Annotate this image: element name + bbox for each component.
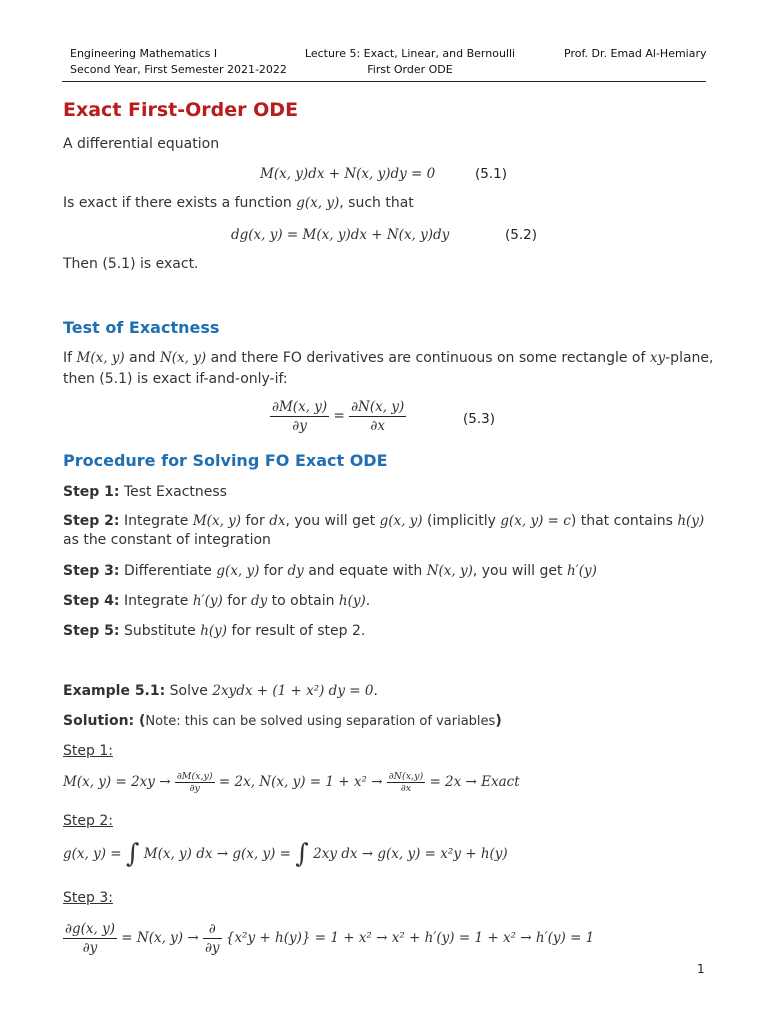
test-w3: and there FO derivatives are continuous on some rectangle of	[206, 350, 650, 366]
eq53-left-num: ∂M(x, y)	[272, 399, 328, 415]
step-2-label: Step 2:	[63, 513, 120, 529]
s2m-a: g(x, y) =	[63, 846, 122, 862]
header-lecture-line2: First Order ODE	[367, 63, 453, 76]
step-2-line2: as the constant of integration	[63, 532, 271, 548]
page-title: Exact First-Order ODE	[63, 99, 299, 121]
s3m-b: {x²y + h(y)} = 1 + x² → x² + h′(y) = 1 + x² → h′(y) = 1	[225, 930, 595, 946]
procedure-heading: Procedure for Solving FO Exact ODE	[63, 451, 388, 470]
equation-5-3-number: (5.3)	[463, 411, 496, 427]
equation-5-2: dg(x, y) = M(x, y)dx + N(x, y)dy	[231, 227, 450, 243]
s1-f2d: ∂x	[400, 783, 412, 794]
s5h: h(y)	[200, 623, 228, 639]
s3-f2n: ∂	[203, 920, 222, 939]
s2h: h(y)	[677, 513, 705, 529]
s3-f1d: ∂y	[82, 940, 98, 956]
then-text: Then (5.1) is exact.	[63, 256, 199, 272]
example-5-1	[63, 682, 378, 701]
step-4	[63, 592, 370, 611]
intro-text: A differential equation	[63, 136, 220, 152]
step-1-label: Step 1:	[63, 484, 120, 500]
eq53-equals: =	[333, 408, 345, 424]
header-course-title: Engineering Mathematics I	[70, 47, 218, 60]
solution-step-2-math	[63, 839, 508, 869]
s3m-a: = N(x, y) →	[121, 930, 199, 946]
s2m: M(x, y)	[192, 513, 242, 529]
integral-sign-2: ∫	[295, 839, 309, 869]
s3d: , you will get	[472, 563, 567, 579]
s2a: Integrate	[119, 513, 193, 529]
test-m: M(x, y)	[76, 350, 125, 366]
s2c: , you will get	[285, 513, 380, 529]
s1-c: = 2x → Exact	[429, 774, 520, 790]
s3dy: dy	[287, 563, 304, 579]
example-equation: 2xydx + (1 + x²) dy = 0	[212, 683, 374, 699]
s3g: g(x, y)	[216, 563, 260, 579]
s1-f1d: ∂y	[189, 783, 200, 794]
example-a: Solve	[165, 683, 213, 699]
test-w4: -plane,	[665, 350, 714, 366]
solution-note: Note: this can be solved using separation of variables	[145, 714, 496, 729]
s1-b: = 2x, N(x, y) = 1 + x² →	[218, 774, 383, 790]
solution-close: )	[495, 713, 502, 729]
s4h: h(y)	[338, 593, 366, 609]
solution-label: Solution: (	[63, 713, 146, 729]
step-3-label: Step 3:	[63, 563, 120, 579]
step-3	[63, 562, 597, 581]
s2b: for	[241, 513, 270, 529]
s3n: N(x, y)	[426, 563, 473, 579]
s3hp: h′(y)	[566, 563, 597, 579]
s1-f2n: ∂N(x,y)	[388, 771, 424, 782]
eq53-right-fraction	[349, 398, 406, 435]
step-1-text: Test Exactness	[119, 484, 227, 500]
step-5	[63, 622, 365, 641]
s1-f1n: ∂M(x,y)	[176, 771, 213, 782]
s3-f1n: ∂g(x, y)	[65, 921, 115, 937]
s1-frac1	[175, 771, 215, 794]
eq53-right-num: ∂N(x, y)	[351, 399, 405, 415]
exact-if-post: , such that	[339, 195, 414, 211]
s2d: (implicitly	[422, 513, 501, 529]
s3-frac1	[63, 920, 117, 957]
solution-step-2-label: Step 2:	[63, 813, 113, 829]
s5a: Substitute	[119, 623, 201, 639]
s4a: Integrate	[119, 593, 193, 609]
example-b: .	[373, 683, 378, 699]
integral-sign-1: ∫	[125, 839, 140, 869]
equation-5-1-number: (5.1)	[475, 166, 508, 182]
exact-if-func: g(x, y)	[296, 195, 340, 211]
solution-step-3-math	[63, 920, 594, 957]
step-5-label: Step 5:	[63, 623, 120, 639]
s5b: for result of step 2.	[227, 623, 366, 639]
eq53-left-fraction	[270, 398, 329, 435]
s2g: g(x, y)	[379, 513, 423, 529]
step-1	[63, 483, 227, 502]
s4dy: dy	[250, 593, 268, 609]
s1-a: M(x, y) = 2xy →	[63, 774, 171, 790]
step-2	[63, 512, 704, 531]
test-n: N(x, y)	[159, 350, 207, 366]
s4b: for	[222, 593, 251, 609]
test-text-line1	[63, 349, 713, 368]
s2e: ) that contains	[570, 513, 678, 529]
step-4-label: Step 4:	[63, 593, 120, 609]
test-xy: xy	[649, 350, 666, 366]
test-text-line2: then (5.1) is exact if-and-only-if:	[63, 371, 288, 387]
equation-5-1: M(x, y)dx + N(x, y)dy = 0	[260, 166, 436, 182]
header-lecture	[300, 46, 520, 78]
s2dx: dx	[269, 513, 286, 529]
s4c: to obtain	[267, 593, 339, 609]
eq53-right-den: ∂x	[370, 418, 385, 434]
s4d: .	[365, 593, 371, 609]
s3b: for	[259, 563, 288, 579]
exact-if-text	[63, 194, 414, 213]
s3-f2d: ∂y	[204, 940, 220, 956]
header-course-term: Second Year, First Semester 2021-2022	[70, 63, 287, 76]
equation-5-3	[270, 398, 406, 435]
solution-line	[63, 712, 502, 731]
solution-step-3-label: Step 3:	[63, 890, 113, 906]
header-author: Prof. Dr. Emad Al-Hemiary	[564, 47, 707, 60]
test-w2: and	[124, 350, 160, 366]
example-label: Example 5.1:	[63, 683, 166, 699]
s2m-b: M(x, y) dx → g(x, y) =	[143, 846, 291, 862]
solution-step-1-label: Step 1:	[63, 743, 113, 759]
s2gc: g(x, y) = c	[500, 513, 571, 529]
s4hp: h′(y)	[192, 593, 223, 609]
page-number: 1	[697, 962, 705, 976]
equation-5-2-number: (5.2)	[505, 227, 538, 243]
header-lecture-line1: Lecture 5: Exact, Linear, and Bernoulli	[304, 47, 516, 60]
header-course	[70, 46, 287, 78]
header-rule	[62, 81, 706, 82]
s3a: Differentiate	[119, 563, 217, 579]
solution-step-1-math	[63, 771, 520, 794]
s3-frac2	[203, 920, 222, 957]
s2m-c: 2xy dx → g(x, y) = x²y + h(y)	[313, 846, 508, 862]
test-w1: If	[63, 350, 77, 366]
exact-if-pre: Is exact if there exists a function	[63, 195, 297, 211]
eq53-left-den: ∂y	[292, 418, 307, 434]
test-heading: Test of Exactness	[63, 318, 220, 337]
s1-frac2	[387, 771, 425, 794]
s3c: and equate with	[303, 563, 427, 579]
